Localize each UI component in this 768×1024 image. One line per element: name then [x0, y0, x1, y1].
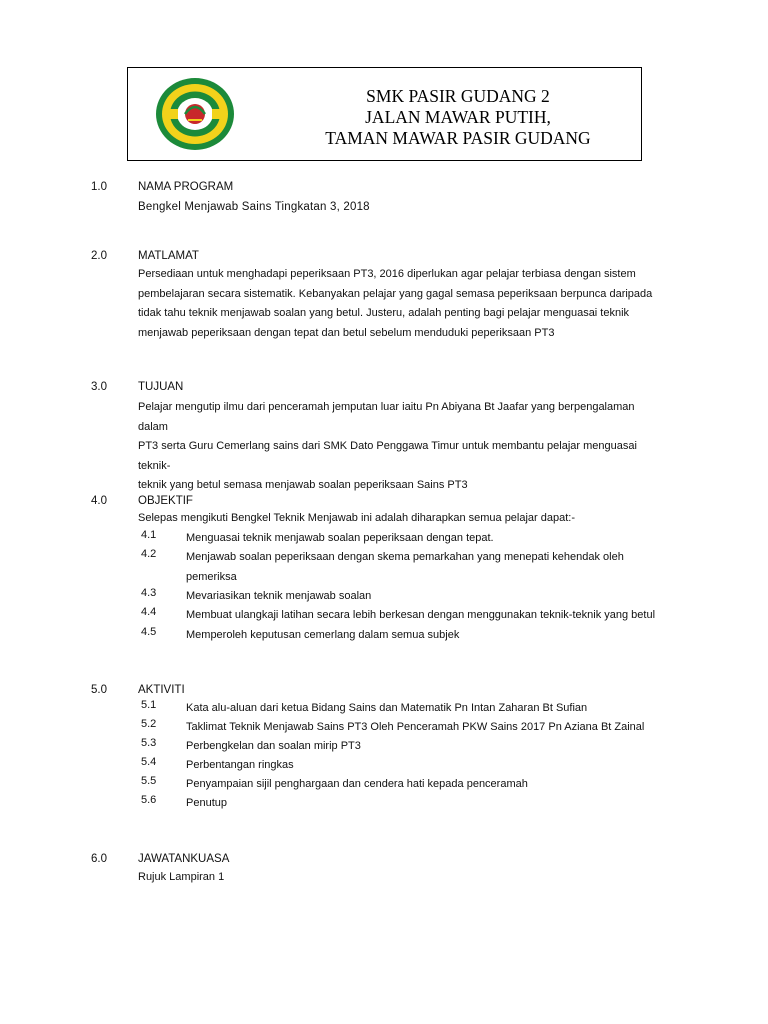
paragraph-line: pembelajaran secara sistematik. Kebanyakan pelajar yang gagal semasa peperiksaan berpunca daripada [138, 287, 653, 300]
section-title: JAWATANKUASA [138, 853, 230, 865]
section-title: OBJEKTIF [138, 495, 193, 507]
section-number: 1.0 [91, 181, 107, 193]
list-item: Mevariasikan teknik menjawab soalan [186, 590, 372, 602]
paragraph-line: Persediaan untuk menghadapi peperiksaan PT3, 2016 diperlukan agar pelajar terbiasa dengan sistem [138, 268, 636, 280]
list-item [186, 548, 656, 587]
matlamat-paragraph [138, 265, 658, 343]
jawatankuasa-note: Rujuk Lampiran 1 [138, 871, 225, 883]
section-number: 2.0 [91, 250, 107, 262]
program-name: Bengkel Menjawab Sains Tingkatan 3, 2018 [138, 201, 370, 213]
item-number: 5.5 [141, 775, 157, 787]
item-number: 4.5 [141, 626, 157, 638]
item-number: 4.1 [141, 529, 157, 541]
school-name [278, 86, 638, 149]
item-line: Menjawab soalan peperiksaan dengan skema pemarkahan yang menepati kehendak oleh [186, 551, 624, 563]
list-item: Menguasai teknik menjawab soalan peperiksaan dengan tepat. [186, 532, 494, 544]
section-title: MATLAMAT [138, 250, 199, 262]
item-number: 4.2 [141, 548, 157, 560]
list-item: Kata alu-aluan dari ketua Bidang Sains dan Matematik Pn Intan Zaharan Bt Sufian [186, 702, 588, 714]
item-number: 5.6 [141, 794, 157, 806]
section-title: TUJUAN [138, 381, 184, 393]
list-item: Membuat ulangkaji latihan secara lebih berkesan dengan menggunakan teknik-teknik yang betul [186, 609, 656, 621]
item-number: 5.4 [141, 756, 157, 768]
objektif-intro: Selepas mengikuti Bengkel Teknik Menjawab ini adalah diharapkan semua pelajar dapat:- [138, 512, 576, 524]
list-item: Penutup [186, 797, 227, 809]
paragraph-line: teknik yang betul semasa menjawab soalan peperiksaan Sains PT3 [138, 479, 468, 492]
paragraph-line: Pelajar mengutip ilmu dari penceramah jemputan luar iaitu Pn Abiyana Bt Jaafar yang berpengalaman dalam [138, 401, 635, 433]
list-item: Memperoleh keputusan cemerlang dalam semua subjek [186, 629, 460, 641]
list-item: Perbengkelan dan soalan mirip PT3 [186, 740, 361, 752]
school-logo-icon [154, 76, 236, 152]
paragraph-line: menjawab peperiksaan dengan tepat dan betul sebelum menduduki peperiksaan PT3 [138, 326, 555, 339]
section-number: 4.0 [91, 495, 107, 507]
item-number: 4.3 [141, 587, 157, 599]
tujuan-paragraph [138, 398, 658, 496]
school-address-line-2: TAMAN MAWAR PASIR GUDANG [325, 128, 591, 148]
section-number: 5.0 [91, 684, 107, 696]
item-line: pemeriksa [186, 570, 237, 583]
item-number: 4.4 [141, 606, 157, 618]
section-title: NAMA PROGRAM [138, 181, 234, 193]
section-number: 3.0 [91, 381, 107, 393]
paragraph-line: tidak tahu teknik menjawab soalan yang betul. Justeru, adalah penting bagi pelajar menguasai teknik [138, 307, 630, 320]
item-number: 5.1 [141, 699, 157, 711]
list-item: Penyampaian sijil penghargaan dan cendera hati kepada penceramah [186, 778, 528, 790]
item-number: 5.2 [141, 718, 157, 730]
list-item: Taklimat Teknik Menjawab Sains PT3 Oleh Penceramah PKW Sains 2017 Pn Aziana Bt Zainal [186, 721, 645, 733]
item-number: 5.3 [141, 737, 157, 749]
list-item: Perbentangan ringkas [186, 759, 294, 771]
section-title: AKTIVITI [138, 684, 185, 696]
section-number: 6.0 [91, 853, 107, 865]
paragraph-line: PT3 serta Guru Cemerlang sains dari SMK Dato Penggawa Timur untuk membantu pelajar menguasai teknik- [138, 440, 637, 472]
header-box [127, 67, 642, 161]
school-address-line-1: JALAN MAWAR PUTIH, [365, 107, 551, 127]
school-name-line-1: SMK PASIR GUDANG 2 [366, 86, 550, 106]
